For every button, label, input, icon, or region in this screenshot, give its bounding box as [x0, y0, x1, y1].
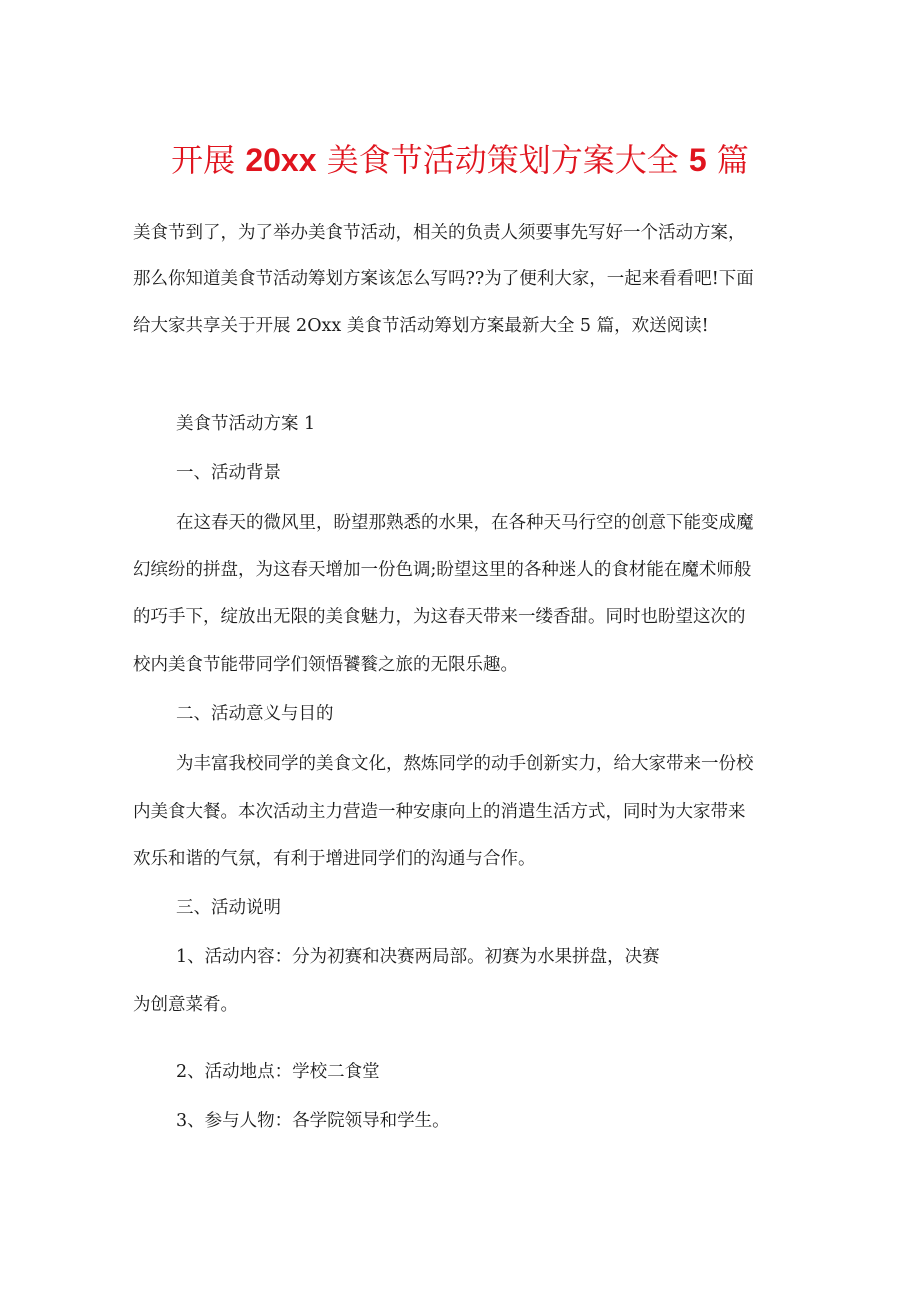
- section-heading: 美食节活动方案 1: [176, 414, 316, 434]
- intro-line-1: 美食节到了，为了举办美食节活动，相关的负责人须要事先写好一个活动方案，: [133, 223, 746, 243]
- background-line-1: 在这春天的微风里，盼望那熟悉的水果，在各种天马行空的创意下能变成魔: [176, 513, 754, 533]
- purpose-line-2: 内美食大餐。本次活动主力营造一种安康向上的消遣生活方式，同时为大家带来: [133, 802, 746, 822]
- title-part-3: 篇: [716, 141, 749, 179]
- background-heading: 一、活动背景: [176, 463, 281, 483]
- description-heading: 三、活动说明: [176, 898, 281, 918]
- intro-line-2: 那么你知道美食节活动筹划方案该怎么写吗??为了便利大家，一起来看看吧!下面: [133, 269, 754, 289]
- title-part-1: 开展: [171, 141, 236, 179]
- purpose-line-1: 为丰富我校同学的美食文化，熬炼同学的动手创新实力，给大家带来一份校: [176, 754, 754, 774]
- description-item-1-cont: 为创意菜肴。: [133, 995, 238, 1015]
- purpose-heading: 二、活动意义与目的: [176, 704, 334, 724]
- description-item-3: 3、参与人物：各学院领导和学生。: [176, 1111, 450, 1131]
- description-item-1: 1、活动内容：分为初赛和决赛两局部。初赛为水果拼盘，决赛: [176, 947, 660, 967]
- title-year: 20xx: [245, 142, 317, 178]
- title-count: 5: [688, 142, 707, 178]
- description-item-2: 2、活动地点：学校二食堂: [176, 1062, 380, 1082]
- background-line-4: 校内美食节能带同学们领悟饕餮之旅的无限乐趣。: [133, 655, 518, 675]
- background-line-2: 幻缤纷的拼盘，为这春天增加一份色调;盼望这里的各种迷人的食材能在魔术师般: [133, 560, 752, 580]
- background-line-3: 的巧手下，绽放出无限的美食魅力，为这春天带来一缕香甜。同时也盼望这次的: [133, 607, 746, 627]
- title-part-2: 美食节活动策划方案大全: [326, 141, 679, 179]
- purpose-line-3: 欢乐和谐的气氛，有利于增进同学们的沟通与合作。: [133, 849, 536, 869]
- intro-line-3: 给大家共享关于开展 2Oxx 美食节活动筹划方案最新大全 5 篇，欢送阅读!: [133, 316, 709, 336]
- document-title: [0, 136, 920, 184]
